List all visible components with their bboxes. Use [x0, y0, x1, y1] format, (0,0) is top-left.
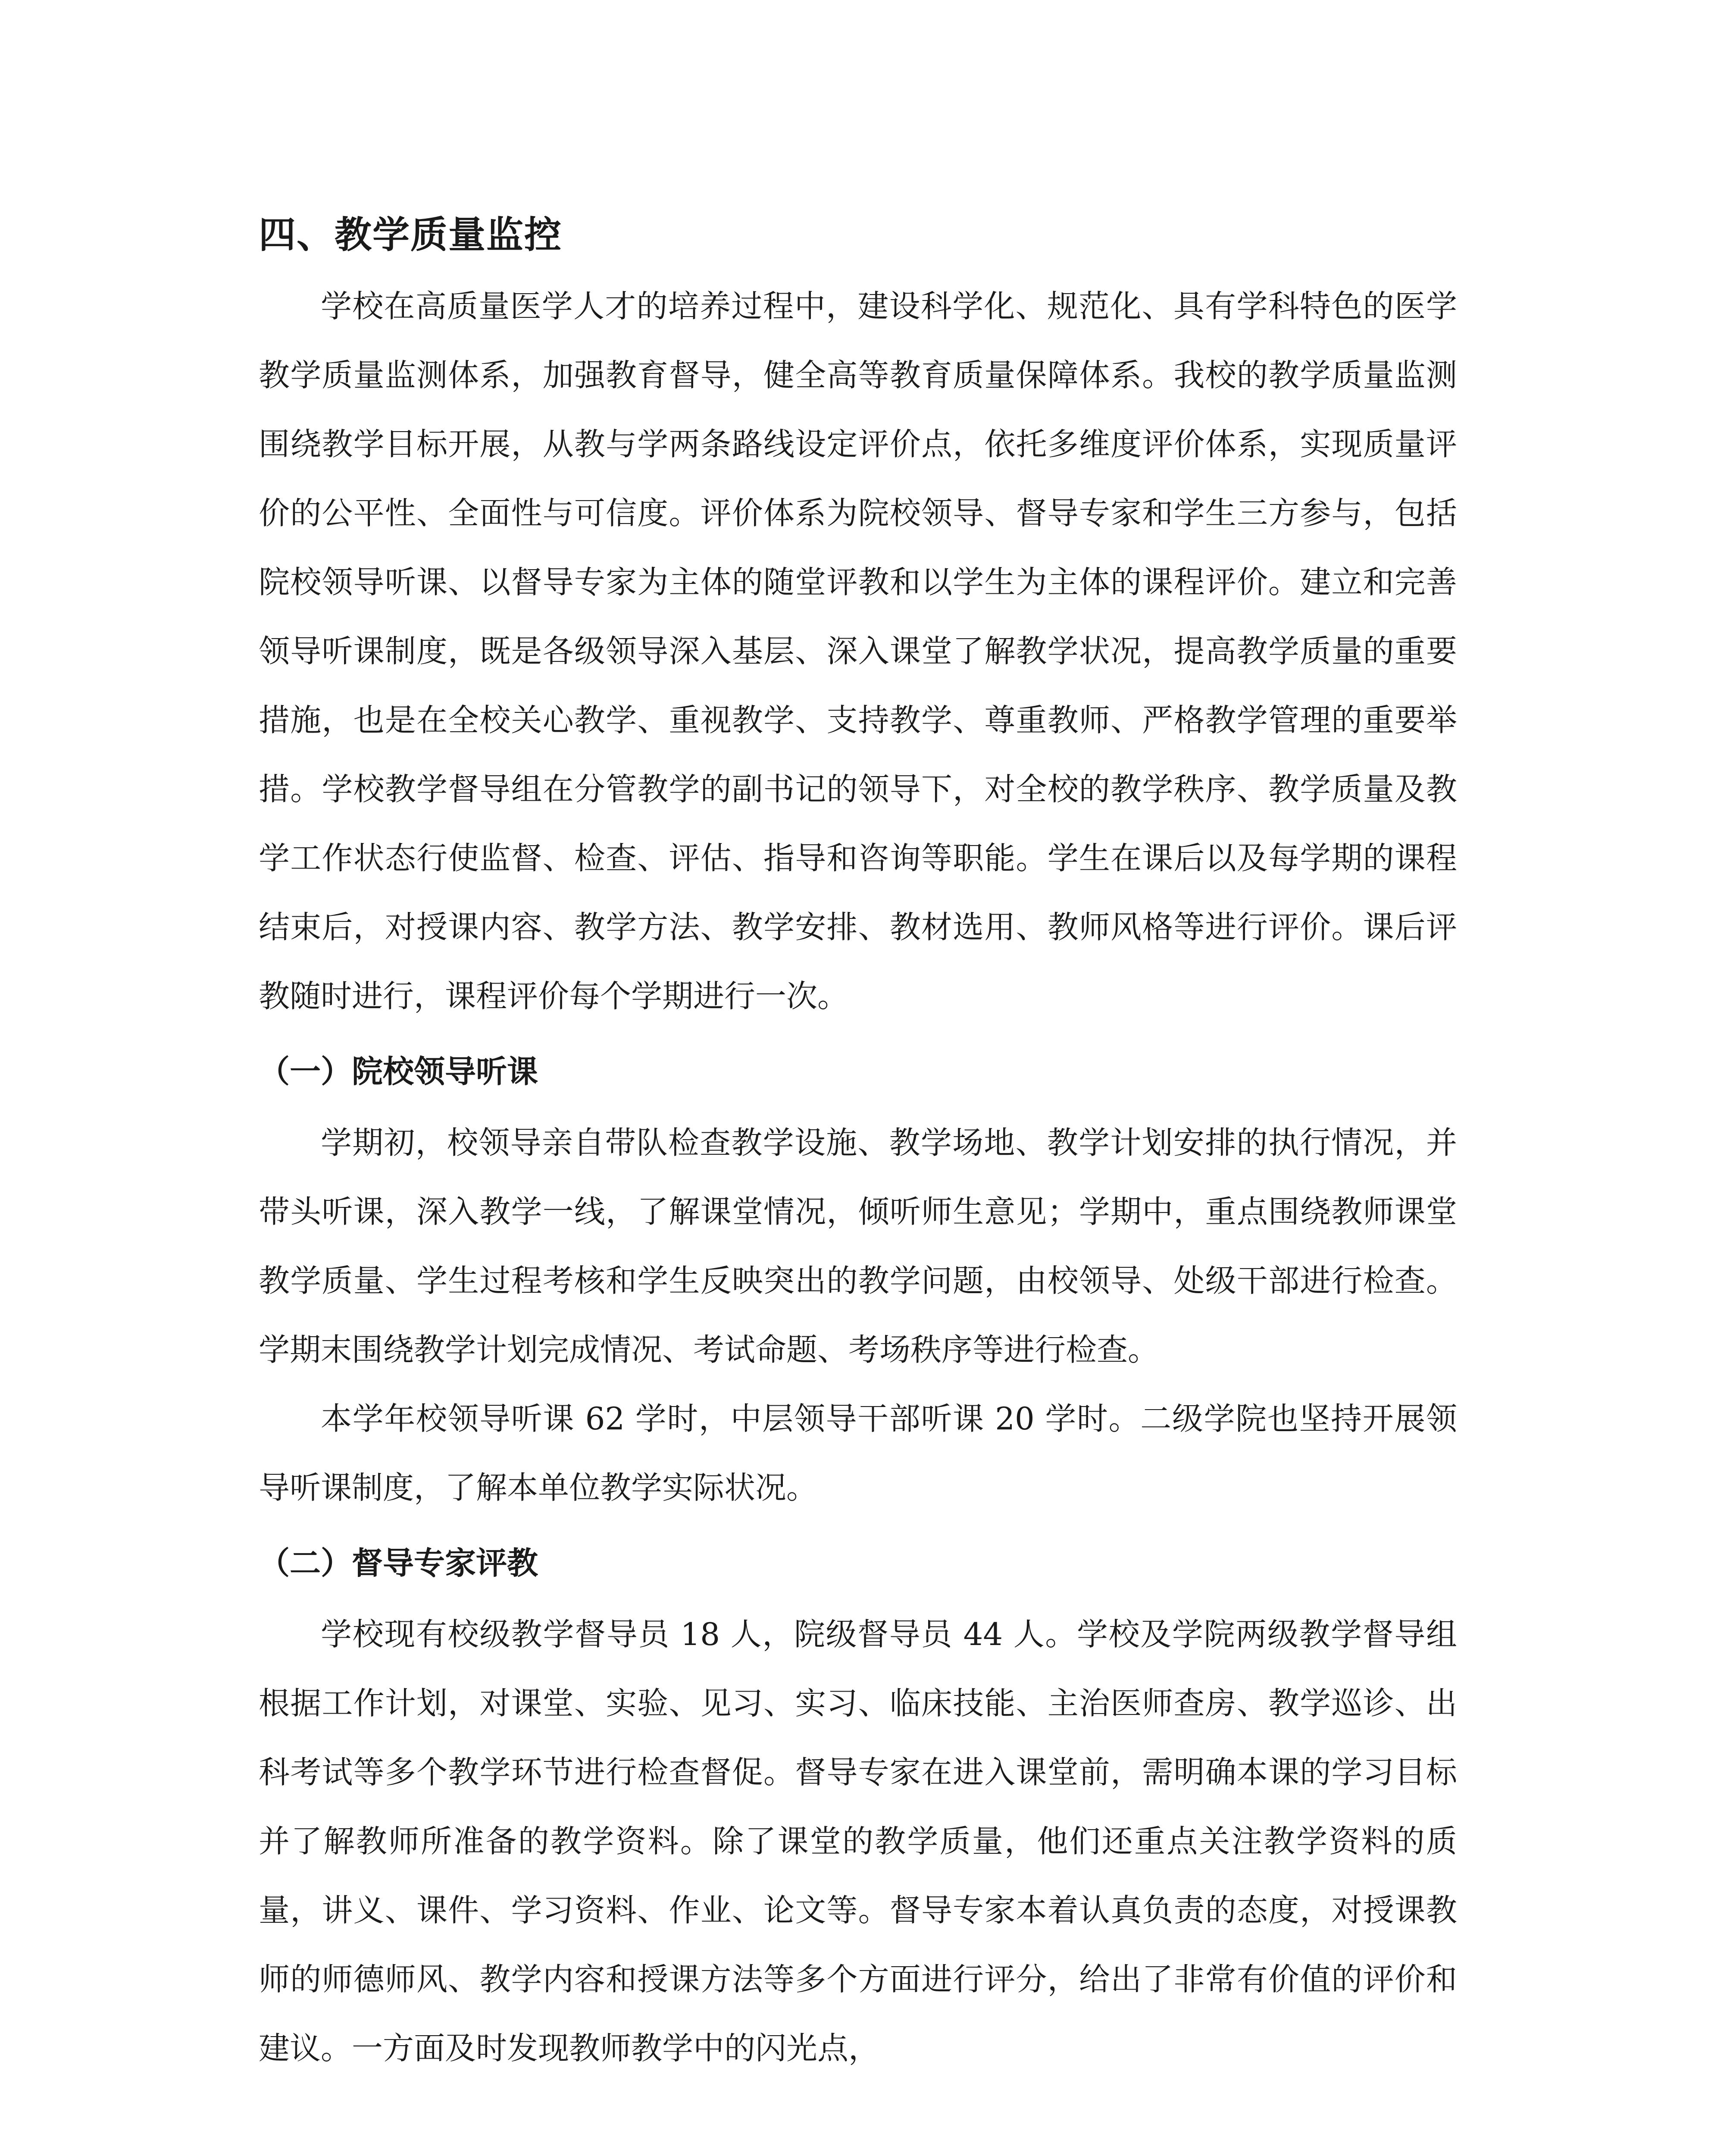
leadership-paragraph-1: 学期初，校领导亲自带队检查教学设施、教学场地、教学计划安排的执行情况，并带头听课，深入教学一线，了解课堂情况，倾听师生意见；学期中，重点围绕教师课堂教学质量、学生过程考核和学生反映突出的教学问题，由校领导、处级干部进行检查。学期末围绕教学计划完成情况、考试命题、考场秩序等进行检查。 — [259, 1125, 1457, 1368]
subsection-title-leadership: （一）院校领导听课 — [259, 1053, 538, 1090]
intro-paragraph: 学校在高质量医学人才的培养过程中，建设科学化、规范化、具有学科特色的医学教学质量监测体系，加强教育督导，健全高等教育质量保障体系。我校的教学质量监测围绕教学目标开展，从教与学两条路线设定评价点，依托多维度评价体系，实现质量评价的公平性、全面性与可信度。评价体系为院校领导、督导专家和学生三方参与，包括院校领导听课、以督导专家为主体的随堂评教和以学生为主体的课程评价。建立和完善领导听课制度，既是各级领导深入基层、深入课堂了解教学状况，提高教学质量的重要措施，也是在全校关心教学、重视教学、支持教学、尊重教师、严格教学管理的重要举措。学校教学督导组在分管教学的副书记的领导下，对全校的教学秩序、教学质量及教学工作状态行使监督、检查、评估、指导和咨询等职能。学生在课后以及每学期的课程结束后，对授课内容、教学方法、教学安排、教材选用、教师风格等进行评价。课后评教随时进行，课程评价每个学期进行一次。 — [259, 288, 1457, 1014]
supervision-paragraph-1: 学校现有校级教学督导员 18 人，院级督导员 44 人。学校及学院两级教学督导组根据工作计划，对课堂、实验、见习、实习、临床技能、主治医师查房、教学巡诊、出科考试等多个教学环节进行检查督促。督导专家在进入课堂前，需明确本课的学习目标并了解教师所准备的教学资料。除了课堂的教学质量，他们还重点关注教学资料的质量，讲义、课件、学习资料、作业、论文等。督导专家本着认真负责的态度，对授课教师的师德师风、教学内容和授课方法等多个方面进行评分，给出了非常有价值的评价和建议。一方面及时发现教师教学中的闪光点， — [259, 1616, 1457, 2066]
page-content — [259, 203, 1457, 2083]
leadership-paragraph-2: 本学年校领导听课 62 学时，中层领导干部听课 20 学时。二级学院也坚持开展领导听课制度，了解本单位教学实际状况。 — [259, 1401, 1457, 1506]
subsection-title-supervision: （二）督导专家评教 — [259, 1545, 538, 1581]
section-title: 四、教学质量监控 — [259, 213, 562, 257]
